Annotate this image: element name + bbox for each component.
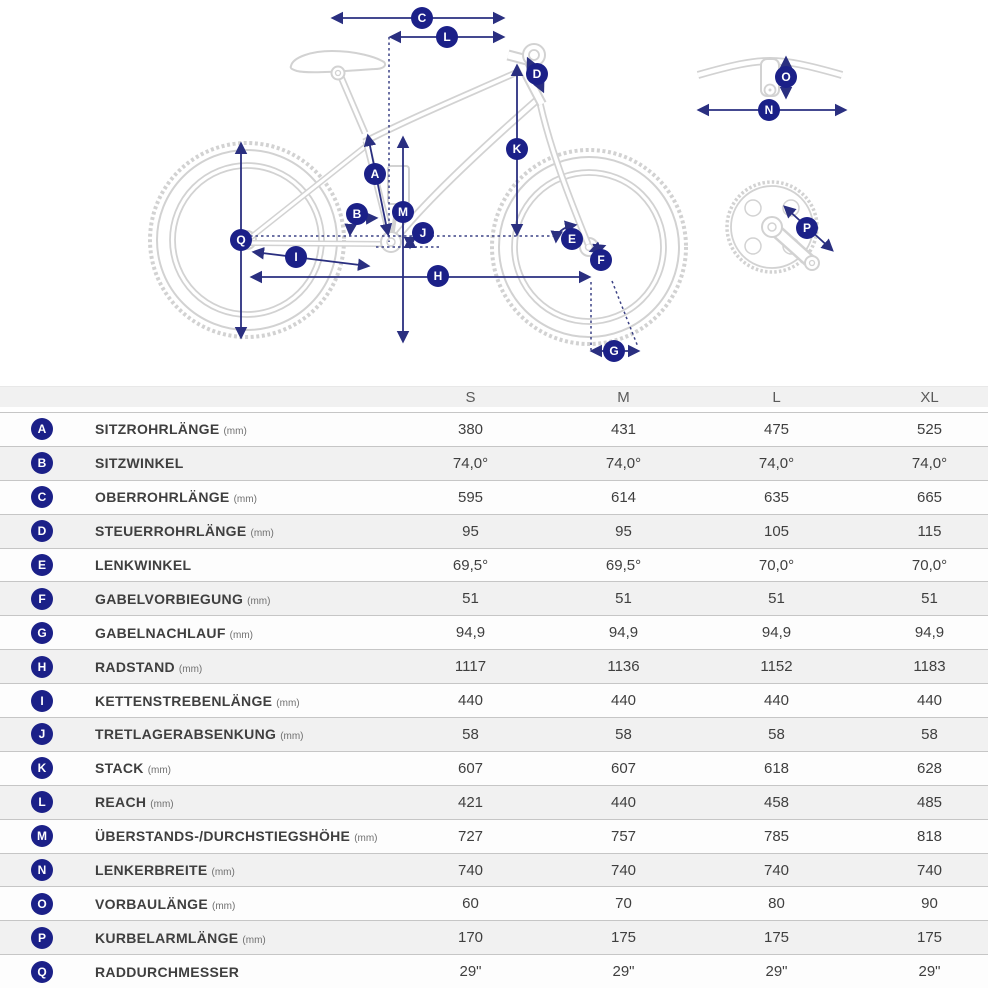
spec-value-s: 740	[457, 861, 484, 879]
spec-unit: (mm)	[233, 494, 257, 506]
diagram-badge-m	[392, 201, 414, 223]
spec-label: REACH	[95, 794, 147, 811]
spec-unit: (mm)	[250, 528, 274, 540]
svg-text:B: B	[352, 207, 362, 221]
spec-value-m: 94,9	[608, 624, 639, 642]
spec-label: STACK	[95, 760, 144, 777]
table-row	[0, 920, 988, 954]
spec-label: ÜBERSTANDS-/DURCHSTIEGSHÖHE	[95, 828, 351, 845]
spec-unit: (mm)	[280, 731, 304, 743]
svg-text:P: P	[802, 221, 812, 235]
svg-text:D: D	[532, 67, 542, 81]
diagram-badge-o	[775, 66, 797, 88]
row-letter-badge: Q	[31, 961, 53, 983]
stem-grip-icon	[508, 44, 545, 66]
diagram-badge-n	[758, 99, 780, 121]
spec-label: RADSTAND	[95, 658, 175, 675]
arrow-a	[368, 136, 388, 234]
spec-value-l: 175	[763, 929, 790, 947]
row-letter-badge: K	[31, 757, 53, 779]
table-header-row	[0, 387, 988, 407]
spec-value-xl: 525	[916, 420, 943, 438]
row-letter-badge: M	[31, 825, 53, 847]
spec-value-s: 58	[462, 725, 479, 743]
spec-label: KETTENSTREBENLÄNGE	[95, 692, 273, 709]
spec-value-s: 170	[457, 929, 484, 947]
table-row	[0, 514, 988, 548]
svg-text:K: K	[512, 142, 522, 156]
size-header-s: S	[465, 388, 476, 406]
svg-text:L: L	[443, 30, 451, 44]
spec-value-s: 421	[457, 793, 484, 811]
diagram-badge-i	[285, 246, 307, 268]
spec-value-l: 80	[768, 895, 785, 913]
diagram-badge-l	[436, 26, 458, 48]
spec-label: GABELVORBIEGUNG	[95, 590, 244, 607]
spec-label: STEUERROHRLÄNGE	[95, 523, 247, 540]
table-row	[0, 412, 988, 446]
table-row	[0, 853, 988, 887]
spec-label: SITZWINKEL	[95, 455, 184, 472]
spec-value-s: 60	[462, 895, 479, 913]
spec-label: VORBAULÄNGE	[95, 895, 208, 912]
spec-value-m: 431	[610, 420, 637, 438]
spec-label: TRETLAGERABSENKUNG	[95, 726, 277, 743]
size-header-xl: XL	[920, 388, 939, 406]
spec-value-s: 440	[457, 692, 484, 710]
size-header-m: M	[617, 388, 630, 406]
spec-value-l: 458	[763, 793, 790, 811]
spec-value-m: 69,5°	[605, 556, 642, 574]
spec-value-s: 607	[457, 759, 484, 777]
diagram-badge-h	[427, 265, 449, 287]
spec-value-m: 614	[610, 488, 637, 506]
spec-unit: (mm)	[276, 697, 300, 709]
spec-value-xl: 29"	[918, 963, 941, 981]
spec-value-m: 1136	[607, 658, 640, 676]
spec-value-xl: 740	[916, 861, 943, 879]
diagram-badge-g	[603, 340, 625, 362]
diagram-badge-b	[346, 203, 368, 225]
spec-value-s: 380	[457, 420, 484, 438]
spec-value-xl: 115	[917, 522, 942, 540]
spec-value-l: 785	[763, 827, 790, 845]
svg-text:Q: Q	[236, 233, 246, 247]
spec-label: RADDURCHMESSER	[95, 963, 240, 980]
diagram-badge-p	[796, 217, 818, 239]
spec-value-s: 94,9	[455, 624, 486, 642]
spec-label: LENKERBREITE	[95, 862, 208, 879]
spec-unit: (mm)	[150, 799, 174, 811]
spec-value-s: 727	[457, 827, 484, 845]
svg-text:J: J	[419, 226, 427, 240]
svg-text:N: N	[764, 103, 774, 117]
spec-value-xl: 58	[921, 725, 938, 743]
bottom-bracket-icon	[381, 232, 401, 252]
spec-value-m: 175	[610, 929, 637, 947]
front-wheel-icon	[492, 150, 686, 344]
spec-value-xl: 74,0°	[911, 454, 948, 472]
table-row	[0, 886, 988, 920]
spec-unit: (mm)	[247, 595, 271, 607]
spec-value-s: 74,0°	[452, 454, 489, 472]
row-letter-badge: H	[31, 656, 53, 678]
table-row	[0, 446, 988, 480]
bike-drawing	[150, 44, 842, 344]
spec-value-xl: 175	[916, 929, 943, 947]
table-row	[0, 480, 988, 514]
diagram-badge-c	[411, 7, 433, 29]
spec-value-m: 440	[610, 692, 637, 710]
table-row	[0, 615, 988, 649]
row-letter-badge: D	[31, 520, 53, 542]
row-letter-badge: E	[31, 554, 53, 576]
svg-text:O: O	[781, 70, 791, 84]
row-letter-badge: N	[31, 859, 53, 881]
spec-value-l: 29"	[765, 963, 788, 981]
row-letter-badge: J	[31, 723, 53, 745]
spec-unit: (mm)	[354, 833, 378, 845]
row-letter-badge: G	[31, 622, 53, 644]
spec-value-l: 440	[763, 692, 790, 710]
bike-geometry-svg	[0, 0, 988, 386]
spec-value-s: 69,5°	[452, 556, 489, 574]
diagram-badge-f	[590, 249, 612, 271]
spec-value-m: 740	[610, 861, 637, 879]
spec-value-xl: 485	[916, 793, 943, 811]
spec-value-m: 29"	[612, 963, 635, 981]
spec-value-l: 1152	[760, 658, 793, 676]
row-letter-badge: O	[31, 893, 53, 915]
spec-value-xl: 440	[916, 692, 943, 710]
spec-value-s: 595	[457, 488, 484, 506]
diagram-badge-q	[230, 229, 252, 251]
svg-text:E: E	[567, 232, 577, 246]
spec-value-xl: 665	[916, 488, 943, 506]
diagram-badge-d	[526, 63, 548, 85]
table-row	[0, 751, 988, 785]
row-letter-badge: I	[31, 690, 53, 712]
spec-label: OBERROHRLÄNGE	[95, 489, 230, 506]
table-row	[0, 785, 988, 819]
spec-value-xl: 51	[921, 590, 938, 608]
spec-unit: (mm)	[178, 663, 203, 675]
svg-text:F: F	[597, 253, 605, 267]
table-row	[0, 717, 988, 751]
arrow-i	[254, 252, 368, 266]
spec-value-s: 95	[462, 522, 479, 540]
spec-value-m: 74,0°	[605, 454, 642, 472]
spec-value-xl: 818	[916, 827, 943, 845]
spec-value-m: 440	[610, 793, 637, 811]
diagram-badge-e	[561, 228, 583, 250]
spec-value-m: 51	[615, 590, 632, 608]
svg-text:H: H	[433, 269, 443, 283]
svg-text:G: G	[609, 344, 619, 358]
spec-value-l: 105	[763, 522, 790, 540]
diagram-badge-j	[412, 222, 434, 244]
spec-unit: (mm)	[211, 867, 235, 879]
row-letter-badge: B	[31, 452, 53, 474]
size-header-l: L	[772, 388, 781, 406]
spec-unit: (mm)	[229, 629, 253, 641]
spec-value-l: 475	[763, 420, 790, 438]
spec-label: KURBELARMLÄNGE	[95, 929, 239, 946]
spec-value-xl: 70,0°	[911, 556, 948, 574]
spec-value-s: 1117	[454, 658, 487, 676]
spec-value-l: 94,9	[761, 624, 792, 642]
diagram-badge-k	[506, 138, 528, 160]
spec-value-l: 51	[768, 590, 785, 608]
spec-unit: (mm)	[223, 426, 247, 438]
spec-value-l: 74,0°	[758, 454, 795, 472]
spec-unit: (mm)	[242, 934, 266, 946]
table-row	[0, 581, 988, 615]
spec-value-m: 607	[610, 759, 637, 777]
spec-value-m: 757	[610, 827, 637, 845]
spec-label: LENKWINKEL	[95, 557, 192, 573]
spec-label: SITZROHRLÄNGE	[95, 421, 220, 438]
row-letter-badge: A	[31, 418, 53, 440]
spec-unit: (mm)	[211, 900, 236, 912]
row-letter-badge: F	[31, 588, 53, 610]
row-letter-badge: L	[31, 791, 53, 813]
table-row	[0, 649, 988, 683]
handlebar-top-view-icon	[698, 59, 842, 96]
geometry-table	[0, 386, 988, 988]
row-letter-badge: P	[31, 927, 53, 949]
svg-text:A: A	[370, 167, 380, 181]
spec-value-xl: 628	[916, 759, 943, 777]
table-row	[0, 548, 988, 582]
svg-text:C: C	[417, 11, 427, 25]
spec-value-m: 58	[615, 725, 632, 743]
spec-value-xl: 90	[921, 895, 938, 913]
svg-text:M: M	[398, 205, 408, 219]
spec-value-xl: 94,9	[914, 624, 945, 642]
saddle-icon	[291, 51, 385, 80]
table-row	[0, 819, 988, 853]
spec-value-m: 70	[615, 895, 632, 913]
spec-value-s: 29"	[459, 963, 482, 981]
spec-value-l: 618	[763, 759, 790, 777]
spec-value-l: 740	[763, 861, 790, 879]
spec-value-m: 95	[615, 522, 632, 540]
row-letter-badge: C	[31, 486, 53, 508]
table-row	[0, 683, 988, 717]
spec-label: GABELNACHLAUF	[95, 624, 226, 641]
shock-icon	[388, 166, 409, 204]
spec-value-l: 635	[763, 488, 790, 506]
spec-unit: (mm)	[147, 765, 172, 777]
table-row	[0, 954, 988, 988]
svg-text:I: I	[294, 250, 298, 264]
spec-value-s: 51	[462, 590, 479, 608]
diagram-badge-a	[364, 163, 386, 185]
spec-value-l: 70,0°	[758, 556, 795, 574]
spec-value-xl: 1183	[913, 658, 946, 676]
geometry-diagram	[0, 0, 988, 386]
spec-value-l: 58	[768, 725, 785, 743]
